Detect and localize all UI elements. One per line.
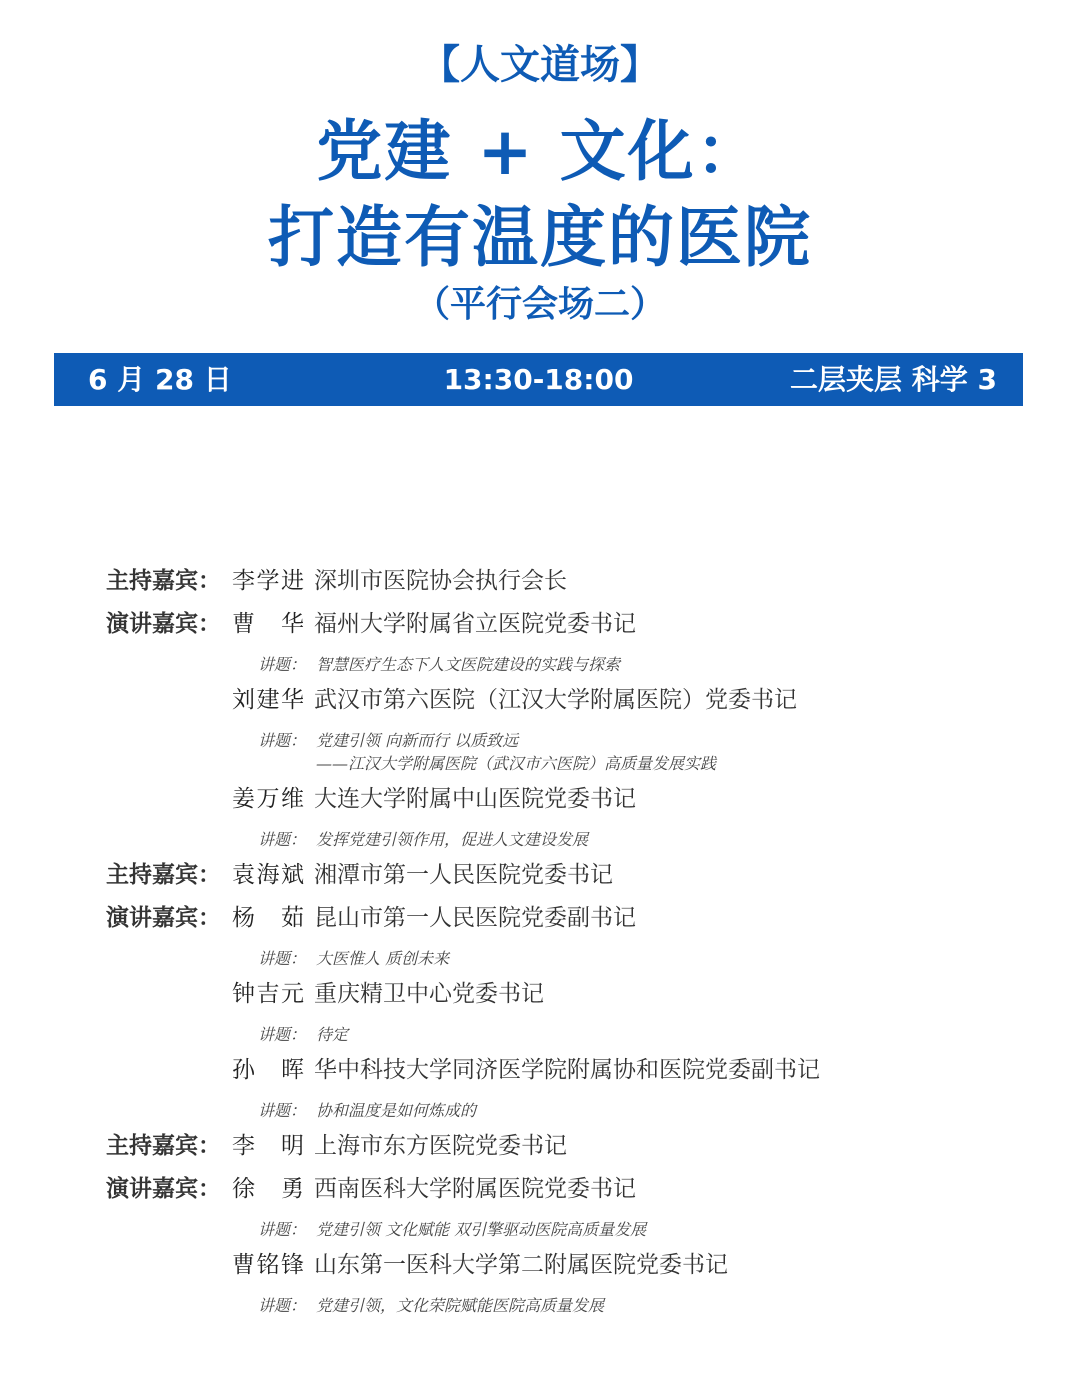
talk-label: 讲题： <box>258 1220 307 1239</box>
program-entry <box>0 1125 1080 1168</box>
speaker-affiliation: 西南医科大学附属医院党委书记 <box>314 1176 636 1202</box>
program-entry <box>0 973 1080 1016</box>
talk-label: 讲题： <box>258 830 307 849</box>
speaker-name: 刘建华 <box>232 687 304 713</box>
program-list <box>0 560 1080 1320</box>
talk-label: 讲题： <box>258 949 307 968</box>
talk-title: 协和温度是如何炼成的 <box>316 1101 477 1120</box>
program-entry <box>0 560 1080 603</box>
program-entry <box>0 1244 1080 1287</box>
speaker-affiliation: 华中科技大学同济医学院附属协和医院党委副书记 <box>314 1057 820 1083</box>
speaker-affiliation: 深圳市医院协会执行会长 <box>314 568 567 594</box>
speaker-name: 曹华 <box>232 611 304 637</box>
talk-topic <box>0 821 1080 854</box>
role-label: 演讲嘉宾： <box>106 1176 221 1202</box>
program-entry <box>0 1168 1080 1211</box>
session-date: 6 月 28 日 <box>88 363 232 396</box>
talk-topic <box>0 940 1080 973</box>
speaker-name: 袁海斌 <box>232 862 304 888</box>
program-entry <box>0 603 1080 646</box>
talk-label: 讲题： <box>258 655 307 674</box>
speaker-affiliation: 上海市东方医院党委书记 <box>314 1133 567 1159</box>
talk-topic <box>0 1211 1080 1244</box>
speaker-name: 姜万维 <box>232 786 304 812</box>
speaker-affiliation: 武汉市第六医院（江汉大学附属医院）党委书记 <box>314 687 797 713</box>
role-label: 演讲嘉宾： <box>106 611 221 637</box>
program-entry <box>0 897 1080 940</box>
session-venue: 二层夹层 科学 3 <box>790 363 997 396</box>
speaker-affiliation: 昆山市第一人民医院党委副书记 <box>314 905 636 931</box>
speaker-affiliation: 大连大学附属中山医院党委书记 <box>314 786 636 812</box>
program-entry <box>0 778 1080 821</box>
talk-label: 讲题： <box>258 1025 307 1044</box>
role-label: 主持嘉宾： <box>106 862 221 888</box>
talk-label: 讲题： <box>258 731 307 750</box>
speaker-name: 杨茹 <box>232 905 304 931</box>
session-time: 13:30-18:00 <box>443 363 634 396</box>
talk-title: 发挥党建引领作用，促进人文建设发展 <box>316 830 589 849</box>
speaker-name: 孙晖 <box>232 1057 304 1083</box>
talk-title: 智慧医疗生态下人文医院建设的实践与探索 <box>316 655 621 674</box>
talk-title: 待定 <box>316 1025 349 1044</box>
session-tag: 【人文道场】 <box>420 42 660 88</box>
talk-topic <box>0 1287 1080 1320</box>
talk-subtitle: ——江汉大学附属医院（武汉市六医院）高质量发展实践 <box>316 754 717 773</box>
talk-topic <box>0 722 1080 778</box>
role-label: 演讲嘉宾： <box>106 905 221 931</box>
speaker-name: 曹铭锋 <box>232 1252 304 1278</box>
speaker-name: 李明 <box>232 1133 304 1159</box>
talk-label: 讲题： <box>258 1101 307 1120</box>
talk-topic <box>0 646 1080 679</box>
speaker-affiliation: 重庆精卫中心党委书记 <box>314 981 544 1007</box>
talk-topic <box>0 1016 1080 1049</box>
page-title-line-1: 党建 + 文化： <box>316 113 764 190</box>
talk-topic <box>0 1092 1080 1125</box>
speaker-name: 李学进 <box>232 568 304 594</box>
talk-title: 党建引领 文化赋能 双引擎驱动医院高质量发展 <box>316 1220 647 1239</box>
program-entry <box>0 1049 1080 1092</box>
talk-title: 大医惟人 质创未来 <box>316 949 450 968</box>
talk-title: 党建引领，文化荣院赋能医院高质量发展 <box>316 1296 605 1315</box>
page-subtitle: （平行会场二） <box>413 284 666 325</box>
program-entry <box>0 679 1080 722</box>
speaker-affiliation: 山东第一医科大学第二附属医院党委书记 <box>314 1252 728 1278</box>
program-entry <box>0 854 1080 897</box>
info-bar <box>54 353 1023 406</box>
talk-label: 讲题： <box>258 1296 307 1315</box>
role-label: 主持嘉宾： <box>106 568 221 594</box>
role-label: 主持嘉宾： <box>106 1133 221 1159</box>
speaker-affiliation: 湘潭市第一人民医院党委书记 <box>314 862 613 888</box>
page-title-line-2: 打造有温度的医院 <box>268 199 812 276</box>
talk-title: 党建引领 向新而行 以质致远 <box>316 731 519 750</box>
speaker-name: 徐勇 <box>232 1176 304 1202</box>
speaker-affiliation: 福州大学附属省立医院党委书记 <box>314 611 636 637</box>
speaker-name: 钟吉元 <box>232 981 304 1007</box>
